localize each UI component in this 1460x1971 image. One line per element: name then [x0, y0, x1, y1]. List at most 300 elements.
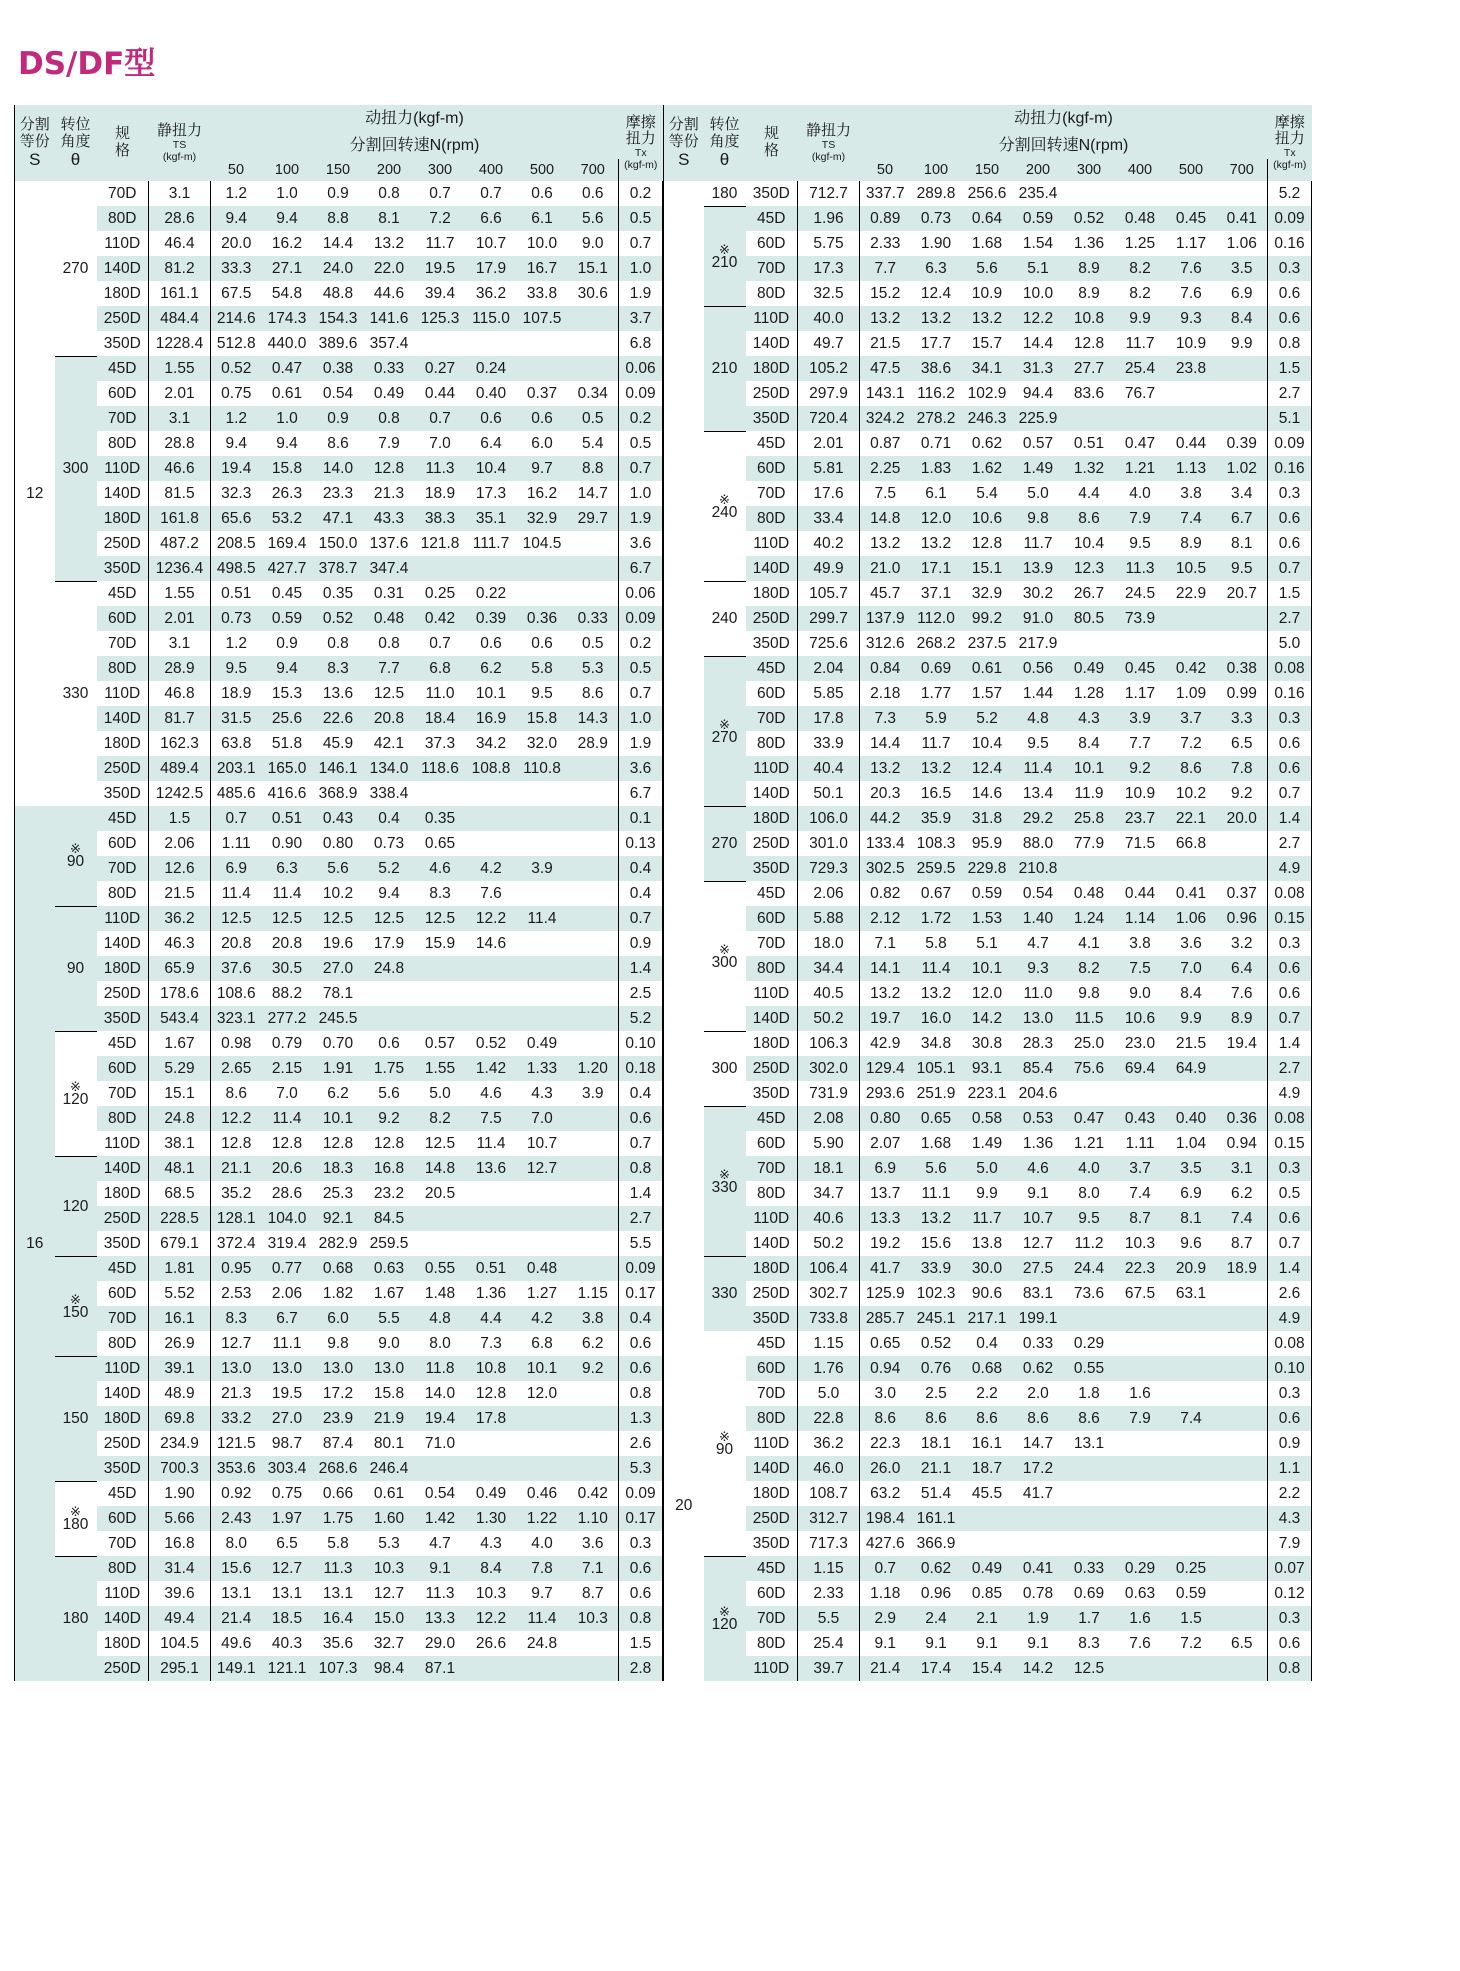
cell-spec: 180D: [97, 506, 149, 531]
cell-dynamic-50: 21.5: [870, 334, 901, 352]
cell-dynamic-700: 6.5: [1230, 1634, 1253, 1652]
cell-dynamic-300: 0.7: [415, 406, 466, 431]
table-row: [15, 1356, 663, 1381]
star-icon: ※: [70, 1504, 81, 1520]
table-row: [664, 1256, 1312, 1281]
cell-dynamic-400: 9.9: [1115, 306, 1166, 331]
cell-dynamic-150: 15.1: [962, 556, 1013, 581]
cell-spec: 60D: [746, 1581, 798, 1606]
cell-static-torque: 28.6: [149, 206, 211, 231]
cell-dynamic-700: [1217, 406, 1268, 431]
cell-spec: 110D: [97, 1581, 149, 1606]
cell-dynamic-100: 11.1: [921, 1184, 951, 1202]
cell-dynamic-400: 24.5: [1124, 584, 1156, 602]
cell-dynamic-200: 22.0: [364, 256, 415, 281]
cell-dynamic-300: [415, 1231, 466, 1256]
cell-dynamic-200: 0.8: [364, 406, 415, 431]
cell-friction-torque: 0.3: [1268, 1381, 1312, 1406]
cell-dynamic-150: 11.7: [962, 1206, 1013, 1231]
cell-dynamic-500: [517, 881, 568, 906]
cell-dynamic-200: 0.53: [1013, 1106, 1064, 1131]
cell-dynamic-100: 0.73: [911, 206, 962, 231]
cell-friction-torque: 2.5: [619, 981, 663, 1006]
cell-friction-torque: 0.7: [1268, 781, 1312, 806]
cell-dynamic-500: 6.8: [531, 1334, 553, 1352]
right-speed-header-500: 500: [1166, 159, 1217, 181]
cell-dynamic-300: 0.54: [424, 1484, 456, 1502]
cell-static-torque: 49.4: [149, 1606, 211, 1631]
cell-dynamic-700: 6.2: [581, 1334, 604, 1352]
table-row: [664, 1031, 1312, 1056]
cell-dynamic-500: 7.0: [517, 1106, 568, 1131]
table-row: [664, 631, 1312, 656]
cell-static-torque: 26.9: [149, 1331, 211, 1356]
cell-dynamic-100: 19.5: [271, 1384, 303, 1402]
cell-spec: 110D: [97, 681, 149, 706]
cell-dynamic-300: 19.5: [415, 256, 466, 281]
cell-dynamic-50: 353.6: [211, 1456, 262, 1481]
cell-dynamic-300: 8.0: [429, 1334, 451, 1352]
cell-dynamic-50: 2.43: [211, 1506, 262, 1531]
angle-value: 90: [715, 1440, 734, 1458]
cell-dynamic-150: 1.75: [313, 1506, 364, 1531]
cell-dynamic-400: 11.3: [1115, 556, 1166, 581]
cell-friction-torque: 0.3: [1268, 931, 1312, 956]
cell-static-torque: 65.9: [149, 956, 211, 981]
cell-friction-torque: 3.6: [619, 531, 663, 556]
cell-dynamic-400: 4.6: [480, 1084, 502, 1102]
cell-spec: 45D: [97, 581, 149, 606]
cell-dynamic-500: 6.9: [1180, 1184, 1202, 1202]
cell-friction-torque: 0.4: [619, 1081, 663, 1106]
cell-dynamic-300: 8.2: [1064, 956, 1115, 981]
cell-dynamic-700: [568, 1381, 619, 1406]
cell-dynamic-700: 0.36: [1217, 1106, 1268, 1131]
cell-dynamic-150: 10.6: [962, 506, 1013, 531]
table-row: [664, 1506, 1312, 1531]
cell-dynamic-150: 30.8: [971, 1034, 1003, 1052]
cell-dynamic-300: 0.57: [424, 1034, 456, 1052]
cell-friction-torque: 0.07: [1268, 1556, 1312, 1581]
left-header-static-torque-line-2: TS: [172, 138, 187, 151]
cell-dynamic-300: 0.55: [415, 1256, 466, 1281]
cell-spec: 45D: [746, 206, 798, 231]
cell-dynamic-300: [1064, 1506, 1115, 1531]
cell-dynamic-300: 27.7: [1064, 356, 1115, 381]
cell-dynamic-150: 1.57: [971, 684, 1003, 702]
cell-dynamic-500: [1166, 1506, 1217, 1531]
right-header-index-angle-line-2: 角度: [709, 132, 740, 150]
cell-dynamic-300: 0.27: [415, 356, 466, 381]
cell-dynamic-100: 40.3: [271, 1634, 303, 1652]
cell-spec: 60D: [746, 1131, 798, 1156]
cell-dynamic-400: 9.0: [1129, 984, 1151, 1002]
cell-dynamic-50: 427.6: [865, 1534, 905, 1552]
cell-dynamic-200: 13.0: [1013, 1006, 1064, 1031]
angle-value: 180: [62, 1610, 89, 1628]
cell-dynamic-400: 1.42: [466, 1056, 517, 1081]
cell-friction-torque: 0.09: [1268, 206, 1312, 231]
left-header-index-angle: [55, 105, 97, 181]
cell-spec: 60D: [746, 456, 798, 481]
cell-dynamic-50: 7.5: [874, 484, 897, 502]
cell-static-torque: 2.08: [798, 1106, 860, 1131]
cell-dynamic-100: 18.1: [920, 1434, 952, 1452]
cell-dynamic-100: 259.5: [911, 856, 962, 881]
cell-dynamic-200: 11.7: [1023, 534, 1053, 552]
right-angle-210: [704, 306, 746, 431]
cell-dynamic-300: 0.49: [1064, 656, 1115, 681]
cell-dynamic-700: 0.5: [568, 406, 619, 431]
cell-spec: 250D: [97, 1206, 149, 1231]
cell-dynamic-300: 1.55: [415, 1056, 466, 1081]
cell-dynamic-100: 5.8: [925, 934, 947, 952]
cell-friction-torque: 0.10: [619, 1031, 663, 1056]
cell-dynamic-150: 0.49: [962, 1556, 1013, 1581]
cell-static-torque: 50.1: [798, 781, 860, 806]
cell-dynamic-100: 289.8: [916, 184, 956, 202]
left-header-spec-line-3: 格: [114, 142, 130, 160]
cell-static-torque: 17.3: [798, 256, 860, 281]
cell-dynamic-700: 0.6: [581, 184, 604, 202]
cell-dynamic-400: 1.21: [1115, 456, 1166, 481]
cell-dynamic-50: 3.0: [874, 1384, 897, 1402]
left-header-dynamic-speed: 分割回转速N(rpm): [349, 137, 480, 155]
cell-dynamic-150: 22.6: [313, 706, 364, 731]
cell-dynamic-100: 174.3: [262, 306, 313, 331]
table-row: [664, 881, 1312, 906]
cell-spec: 350D: [746, 406, 798, 431]
cell-dynamic-300: 9.1: [415, 1556, 466, 1581]
cell-dynamic-400: 0.49: [475, 1484, 507, 1502]
cell-dynamic-400: 0.44: [1124, 884, 1156, 902]
left-header-static-torque: [149, 105, 211, 181]
cell-dynamic-500: 1.22: [517, 1506, 568, 1531]
cell-dynamic-200: 0.4: [364, 806, 415, 831]
cell-dynamic-300: 0.55: [1064, 1356, 1115, 1381]
table-row: [15, 1431, 663, 1456]
cell-friction-torque: 0.6: [1268, 531, 1312, 556]
cell-dynamic-100: 0.51: [262, 806, 313, 831]
cell-dynamic-100: 98.7: [271, 1434, 303, 1452]
cell-spec: 70D: [746, 256, 798, 281]
cell-dynamic-300: 24.4: [1064, 1256, 1115, 1281]
left-angle-90-star: [55, 806, 97, 906]
cell-dynamic-150: 13.2: [962, 306, 1013, 331]
cell-friction-torque: 0.3: [1268, 256, 1312, 281]
cell-dynamic-100: 2.15: [262, 1056, 313, 1081]
cell-dynamic-500: [517, 556, 568, 581]
cell-static-torque: 2.01: [149, 606, 211, 631]
cell-dynamic-200: 9.8: [1013, 506, 1064, 531]
cell-dynamic-500: 64.9: [1166, 1056, 1217, 1081]
cell-dynamic-100: 17.1: [911, 556, 962, 581]
cell-dynamic-500: 66.8: [1175, 834, 1207, 852]
cell-dynamic-150: 0.61: [962, 656, 1013, 681]
cell-dynamic-700: 6.5: [1230, 734, 1253, 752]
cell-spec: 45D: [97, 356, 149, 381]
cell-dynamic-150: 45.9: [322, 734, 354, 752]
cell-spec: 180D: [746, 356, 798, 381]
cell-dynamic-700: [568, 1156, 619, 1181]
cell-dynamic-200: 1.36: [1022, 1134, 1054, 1152]
cell-friction-torque: 7.9: [1268, 1531, 1312, 1556]
cell-dynamic-700: 15.1: [568, 256, 619, 281]
right-header-spec: [746, 105, 798, 181]
left-header-friction-torque: [619, 105, 663, 181]
cell-dynamic-100: 1.72: [911, 906, 962, 931]
cell-dynamic-500: [517, 781, 568, 806]
cell-dynamic-700: [1217, 1556, 1268, 1581]
cell-friction-torque: 0.7: [619, 231, 663, 256]
cell-dynamic-300: 1.8: [1078, 1384, 1100, 1402]
cell-dynamic-300: [1064, 1456, 1115, 1481]
cell-dynamic-150: 32.9: [971, 584, 1003, 602]
cell-static-torque: 105.2: [798, 356, 860, 381]
cell-dynamic-500: 3.9: [517, 856, 568, 881]
cell-dynamic-200: 20.8: [364, 706, 415, 731]
cell-dynamic-100: 319.4: [267, 1234, 307, 1252]
cell-dynamic-300: [1064, 631, 1115, 656]
table-row: [664, 406, 1312, 431]
cell-dynamic-150: 5.0: [962, 1156, 1013, 1181]
right-angle-330: [704, 1256, 746, 1331]
cell-static-torque: 5.0: [798, 1381, 860, 1406]
cell-dynamic-700: 8.6: [581, 684, 604, 702]
cell-dynamic-150: 6.0: [313, 1306, 364, 1331]
cell-dynamic-150: 9.8: [327, 1334, 349, 1352]
cell-spec: 140D: [746, 1231, 798, 1256]
cell-dynamic-100: 13.2: [920, 534, 952, 552]
cell-friction-torque: 1.9: [619, 281, 663, 306]
cell-dynamic-300: 1.42: [415, 1506, 466, 1531]
cell-dynamic-200: 23.2: [373, 1184, 405, 1202]
left-speed-header-150: 150: [313, 159, 364, 181]
cell-dynamic-100: 0.67: [920, 884, 952, 902]
cell-dynamic-200: 9.4: [378, 884, 400, 902]
cell-spec: 80D: [746, 506, 798, 531]
cell-dynamic-200: 29.2: [1013, 806, 1064, 831]
table-row: [664, 1356, 1312, 1381]
cell-dynamic-100: 108.3: [916, 834, 956, 852]
cell-dynamic-200: 7.7: [364, 656, 415, 681]
cell-friction-torque: 0.7: [619, 1131, 663, 1156]
cell-dynamic-700: 7.1: [568, 1556, 619, 1581]
right-speed-header-50: 50: [860, 159, 911, 181]
table-row: [664, 706, 1312, 731]
cell-dynamic-500: 1.06: [1166, 906, 1217, 931]
cell-dynamic-100: 105.1: [911, 1056, 962, 1081]
cell-static-torque: 712.7: [798, 181, 860, 206]
cell-dynamic-400: 0.24: [466, 356, 517, 381]
cell-dynamic-150: 10.1: [962, 956, 1013, 981]
cell-dynamic-150: 16.1: [971, 1434, 1003, 1452]
table-row: [664, 1331, 1312, 1356]
cell-dynamic-500: [1166, 406, 1217, 431]
table-row: [664, 981, 1312, 1006]
cell-friction-torque: 6.7: [619, 781, 663, 806]
cell-dynamic-300: [1064, 1081, 1115, 1106]
cell-dynamic-300: 1.32: [1064, 456, 1115, 481]
cell-dynamic-700: 0.39: [1226, 434, 1257, 452]
cell-dynamic-200: 2.0: [1027, 1384, 1049, 1402]
table-row: [15, 531, 663, 556]
cell-spec: 80D: [746, 956, 798, 981]
cell-friction-torque: 0.8: [619, 1381, 663, 1406]
cell-dynamic-500: [1166, 181, 1217, 206]
spec-table-left: [14, 105, 663, 1681]
cell-dynamic-50: 35.2: [221, 1184, 252, 1202]
cell-dynamic-50: 21.4: [860, 1656, 911, 1681]
table-row: [15, 906, 663, 931]
cell-dynamic-200: 1.40: [1013, 906, 1064, 931]
cell-spec: 140D: [97, 256, 149, 281]
cell-dynamic-500: 7.2: [1180, 734, 1202, 752]
table-row: [15, 1306, 663, 1331]
table-row: [15, 1631, 663, 1656]
cell-dynamic-400: [1115, 1356, 1166, 1381]
cell-dynamic-700: [1217, 1581, 1268, 1606]
angle-value: 330: [62, 685, 89, 703]
cell-friction-torque: 0.8: [619, 1156, 663, 1181]
cell-dynamic-200: [364, 981, 415, 1006]
cell-dynamic-500: 9.6: [1180, 1234, 1202, 1252]
cell-dynamic-100: 8.6: [911, 1406, 962, 1431]
cell-static-torque: 40.2: [798, 531, 860, 556]
table-row: [664, 1231, 1312, 1256]
right-division-group-cont: [664, 181, 704, 1331]
cell-dynamic-700: [568, 856, 619, 881]
table-row: [15, 1581, 663, 1606]
cell-dynamic-400: 6.2: [466, 656, 517, 681]
table-row: [664, 1106, 1312, 1131]
cell-dynamic-700: [568, 1656, 619, 1681]
cell-dynamic-500: [517, 1406, 568, 1431]
right-angle-330-star: [704, 1106, 746, 1256]
cell-dynamic-300: [415, 1006, 466, 1031]
cell-friction-torque: 0.4: [619, 856, 663, 881]
cell-friction-torque: 0.16: [1268, 681, 1312, 706]
cell-dynamic-700: [568, 1231, 619, 1256]
cell-dynamic-700: [1217, 181, 1268, 206]
cell-dynamic-50: 8.0: [225, 1534, 248, 1552]
cell-dynamic-400: [1115, 1456, 1166, 1481]
right-speed-header-300: 300: [1064, 159, 1115, 181]
cell-static-torque: 46.8: [149, 681, 211, 706]
cell-dynamic-300: [415, 781, 466, 806]
cell-dynamic-500: 0.44: [1175, 434, 1207, 452]
cell-dynamic-50: 19.7: [860, 1006, 911, 1031]
cell-dynamic-50: 45.7: [870, 584, 901, 602]
cell-dynamic-500: 10.2: [1175, 784, 1207, 802]
cell-dynamic-300: 13.1: [1073, 1434, 1105, 1452]
cell-friction-torque: 1.0: [619, 706, 663, 731]
cell-dynamic-500: 0.6: [531, 184, 553, 202]
cell-dynamic-300: 13.3: [415, 1606, 466, 1631]
table-row: [15, 1231, 663, 1256]
cell-dynamic-50: 0.7: [211, 806, 262, 831]
cell-spec: 70D: [97, 181, 149, 206]
cell-dynamic-100: 16.2: [271, 234, 303, 252]
cell-dynamic-300: 80.5: [1064, 606, 1115, 631]
table-row: [664, 756, 1312, 781]
cell-dynamic-100: 34.8: [920, 1034, 952, 1052]
cell-dynamic-400: 8.2: [1115, 256, 1166, 281]
cell-dynamic-700: [568, 1631, 619, 1656]
cell-spec: 180D: [746, 1031, 798, 1056]
cell-dynamic-400: 1.25: [1124, 234, 1156, 252]
cell-static-torque: 729.3: [798, 856, 860, 881]
cell-dynamic-100: 26.3: [271, 484, 303, 502]
cell-static-torque: 720.4: [798, 406, 860, 431]
angle-value: 90: [66, 853, 85, 871]
cell-dynamic-300: 0.25: [424, 584, 456, 602]
cell-dynamic-500: 7.6: [1180, 284, 1202, 302]
cell-dynamic-100: 12.8: [271, 1134, 303, 1152]
cell-dynamic-200: 12.5: [373, 684, 405, 702]
cell-dynamic-100: 0.77: [262, 1256, 313, 1281]
cell-dynamic-700: [568, 981, 619, 1006]
cell-dynamic-150: 93.1: [962, 1056, 1013, 1081]
cell-dynamic-200: 88.0: [1022, 834, 1054, 852]
cell-dynamic-400: 1.17: [1124, 684, 1156, 702]
cell-dynamic-200: 5.2: [364, 856, 415, 881]
cell-friction-torque: 0.7: [1268, 556, 1312, 581]
cell-dynamic-200: 246.4: [364, 1456, 415, 1481]
right-header-static-torque: [798, 105, 860, 181]
cell-dynamic-50: 42.9: [870, 1034, 901, 1052]
cell-dynamic-200: 217.9: [1018, 634, 1058, 652]
table-row: [664, 181, 1312, 206]
cell-dynamic-700: [568, 1206, 619, 1231]
cell-dynamic-400: 9.5: [1129, 534, 1151, 552]
table-row: [15, 256, 663, 281]
cell-spec: 140D: [746, 556, 798, 581]
cell-dynamic-100: 9.1: [925, 1634, 947, 1652]
cell-dynamic-300: 11.3: [415, 456, 466, 481]
cell-dynamic-300: 25.8: [1064, 806, 1115, 831]
cell-dynamic-200: 204.6: [1018, 1084, 1058, 1102]
cell-dynamic-50: 41.7: [860, 1256, 911, 1281]
cell-dynamic-150: 237.5: [967, 634, 1007, 652]
cell-friction-torque: 0.08: [1268, 1106, 1312, 1131]
cell-dynamic-400: 7.4: [1129, 1184, 1151, 1202]
cell-friction-torque: 0.2: [619, 631, 663, 656]
cell-dynamic-700: [1217, 1281, 1268, 1306]
cell-static-torque: 234.9: [149, 1431, 211, 1456]
left-angle-300: [55, 356, 97, 581]
cell-dynamic-200: 1.44: [1022, 684, 1054, 702]
cell-dynamic-150: 8.6: [327, 434, 349, 452]
cell-dynamic-300: 73.6: [1073, 1284, 1105, 1302]
cell-dynamic-500: 0.45: [1166, 206, 1217, 231]
cell-dynamic-500: 9.7: [517, 456, 568, 481]
cell-static-torque: 81.2: [149, 256, 211, 281]
cell-dynamic-150: 245.5: [313, 1006, 364, 1031]
cell-dynamic-700: [568, 1181, 619, 1206]
cell-static-torque: 39.6: [149, 1581, 211, 1606]
cell-static-torque: 5.85: [798, 681, 860, 706]
cell-dynamic-700: [568, 931, 619, 956]
cell-dynamic-100: 0.69: [911, 656, 962, 681]
cell-dynamic-500: [517, 1456, 568, 1481]
cell-dynamic-150: 5.6: [313, 856, 364, 881]
cell-dynamic-150: 229.8: [962, 856, 1013, 881]
cell-dynamic-500: 4.0: [531, 1534, 553, 1552]
left-header-static-torque-line-3: (kgf-m): [162, 150, 197, 163]
cell-dynamic-400: 0.48: [1115, 206, 1166, 231]
cell-friction-torque: 0.8: [1268, 331, 1312, 356]
